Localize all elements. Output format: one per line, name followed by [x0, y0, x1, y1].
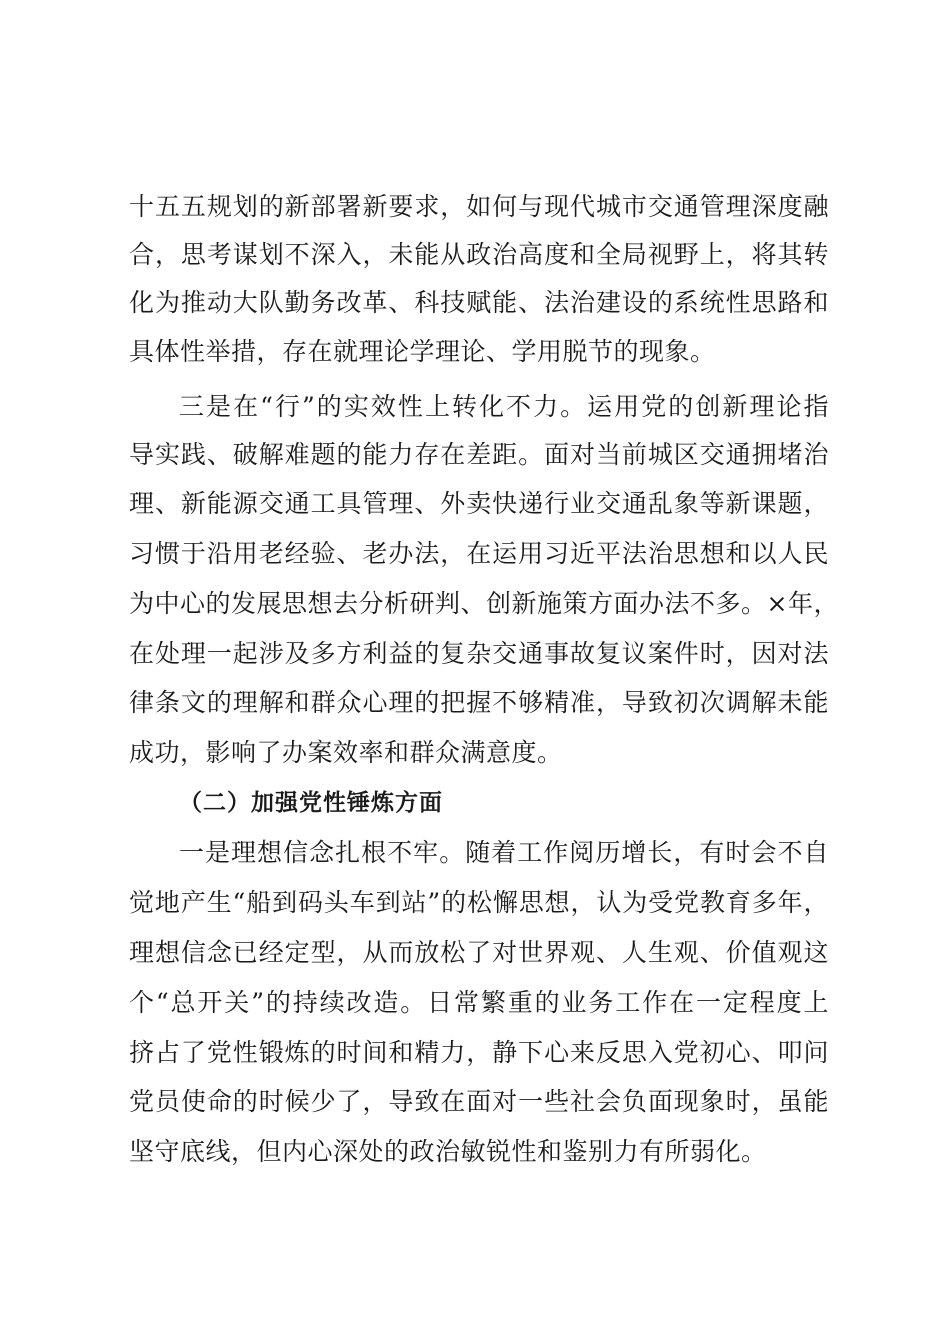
section-heading: （二）加强党性锤炼方面 — [179, 790, 443, 816]
paragraph-line: 化为推动大队勤务改革、科技赋能、法治建设的系统性思路和 — [129, 288, 829, 317]
paragraph-line: 一是理想信念扎根不牢。随着工作阅历增长，有时会不自 — [179, 838, 829, 867]
paragraph-line: 为中心的发展思想去分析研判、创新施策方面办法不多。×年， — [129, 589, 839, 618]
paragraph-line: 个“总开关”的持续改造。日常繁重的业务工作在一定程度上 — [129, 988, 829, 1017]
paragraph-line: 合，思考谋划不深入，未能从政治高度和全局视野上，将其转 — [129, 240, 829, 269]
paragraph-line: 导实践、破解难题的能力存在差距。面对当前城区交通拥堵治 — [129, 440, 829, 469]
paragraph-line: 习惯于沿用老经验、老办法，在运用习近平法治思想和以人民 — [129, 539, 829, 568]
paragraph-line: 理想信念已经定型，从而放松了对世界观、人生观、价值观这 — [129, 938, 829, 967]
paragraph-line: 党员使命的时候少了，导致在面对一些社会负面现象时，虽能 — [129, 1087, 829, 1116]
paragraph-line: 理、新能源交通工具管理、外卖快递行业交通乱象等新课题， — [129, 489, 829, 518]
paragraph-line: 三是在“行”的实效性上转化不力。运用党的创新理论指 — [179, 392, 829, 421]
paragraph-line: 挤占了党性锻炼的时间和精力，静下心来反思入党初心、叩问 — [129, 1038, 829, 1067]
paragraph-line: 十五五规划的新部署新要求，如何与现代城市交通管理深度融 — [129, 192, 829, 221]
paragraph-line: 具体性举措，存在就理论学理论、学用脱节的现象。 — [129, 337, 716, 366]
paragraph-line: 律条文的理解和群众心理的把握不够精准，导致初次调解未能 — [129, 688, 829, 717]
paragraph-line: 成功，影响了办案效率和群众满意度。 — [129, 738, 563, 767]
paragraph-line: 觉地产生“船到码头车到站”的松懈思想，认为受党教育多年， — [129, 888, 829, 917]
paragraph-line: 坚守底线，但内心深处的政治敏锐性和鉴别力有所弱化。 — [129, 1137, 767, 1166]
paragraph-line: 在处理一起涉及多方利益的复杂交通事故复议案件时，因对法 — [129, 639, 829, 668]
